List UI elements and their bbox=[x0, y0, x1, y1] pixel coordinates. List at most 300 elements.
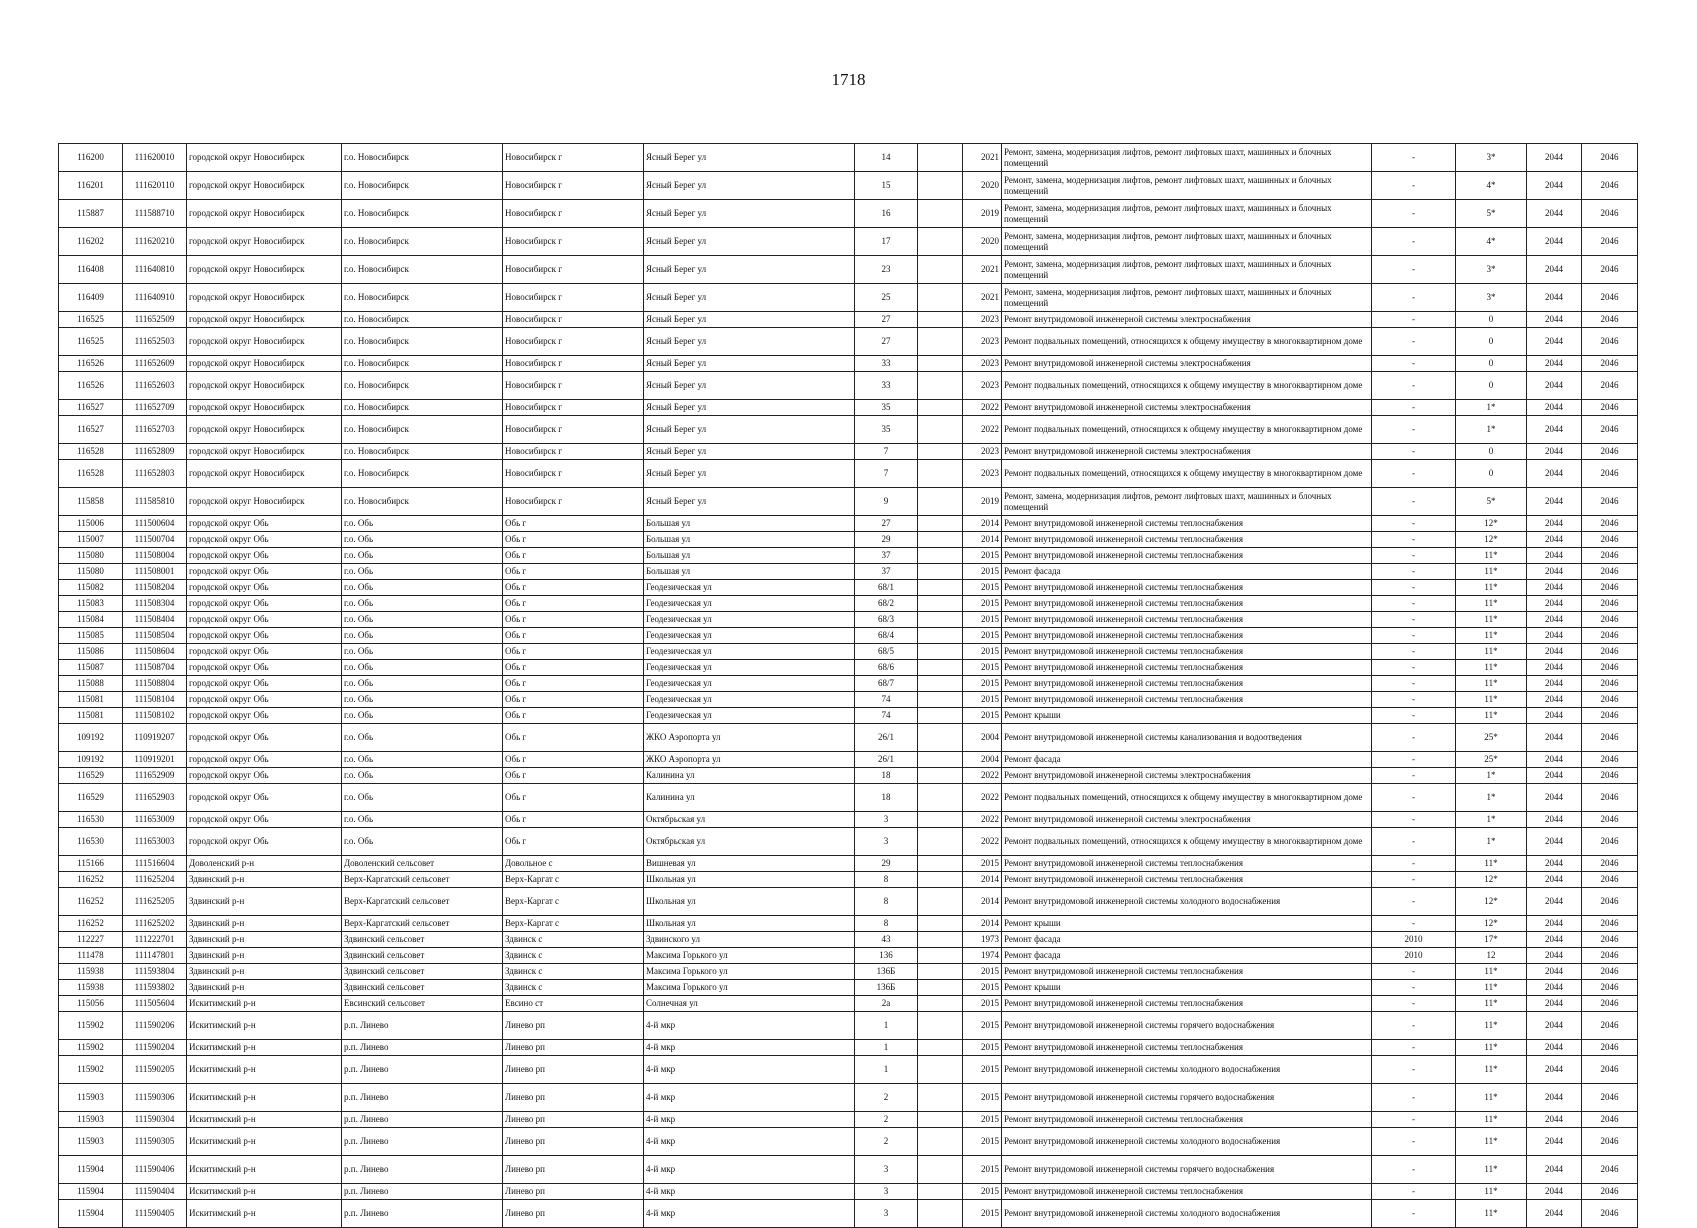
cell-settlement: г.о. Обь bbox=[342, 612, 503, 628]
cell-work-type: Ремонт, замена, модернизация лифтов, ремонт лифтовых шахт, машинных и блочных помещений bbox=[1002, 256, 1372, 284]
cell-house-id: 116528 bbox=[59, 460, 123, 488]
cell-last-repair-year: - bbox=[1372, 1112, 1456, 1128]
cell-blank-col bbox=[918, 1156, 963, 1184]
cell-locality: Линево рп bbox=[503, 1156, 644, 1184]
cell-end-year: 2046 bbox=[1582, 172, 1638, 200]
cell-municipal-district: Здвинский р-н bbox=[187, 916, 342, 932]
cell-wear-value: 11* bbox=[1456, 596, 1527, 612]
cell-start-year: 2044 bbox=[1527, 1112, 1582, 1128]
cell-commission-year: 2023 bbox=[963, 460, 1002, 488]
table-row bbox=[59, 628, 1638, 644]
cell-municipal-district: городской округ Обь bbox=[187, 768, 342, 784]
cell-settlement: г.о. Обь bbox=[342, 548, 503, 564]
cell-end-year: 2046 bbox=[1582, 1056, 1638, 1084]
table-row bbox=[59, 752, 1638, 768]
cell-work-type: Ремонт внутридомовой инженерной системы холодного водоснабжения bbox=[1002, 1200, 1372, 1228]
cell-wear-value: 11* bbox=[1456, 612, 1527, 628]
cell-house-number: 68/2 bbox=[855, 596, 918, 612]
cell-settlement: Верх-Каргатский сельсовет bbox=[342, 872, 503, 888]
cell-house-number: 25 bbox=[855, 284, 918, 312]
cell-blank-col bbox=[918, 400, 963, 416]
cell-blank-col bbox=[918, 416, 963, 444]
cell-locality: Новосибирск г bbox=[503, 172, 644, 200]
cell-house-id: 115903 bbox=[59, 1128, 123, 1156]
cell-blank-col bbox=[918, 708, 963, 724]
cell-end-year: 2046 bbox=[1582, 1012, 1638, 1040]
cell-start-year: 2044 bbox=[1527, 676, 1582, 692]
cell-wear-value: 11* bbox=[1456, 564, 1527, 580]
cell-house-id: 116252 bbox=[59, 888, 123, 916]
cell-wear-value: 3* bbox=[1456, 256, 1527, 284]
cell-start-year: 2044 bbox=[1527, 312, 1582, 328]
cell-record-id: 111620110 bbox=[123, 172, 187, 200]
cell-work-type: Ремонт внутридомовой инженерной системы теплоснабжения bbox=[1002, 856, 1372, 872]
cell-last-repair-year: - bbox=[1372, 916, 1456, 932]
cell-record-id: 111593802 bbox=[123, 980, 187, 996]
cell-commission-year: 2015 bbox=[963, 660, 1002, 676]
cell-house-id: 116525 bbox=[59, 328, 123, 356]
cell-settlement: р.п. Линево bbox=[342, 1200, 503, 1228]
cell-settlement: г.о. Новосибирск bbox=[342, 416, 503, 444]
cell-street: Школьная ул bbox=[644, 888, 855, 916]
cell-work-type: Ремонт внутридомовой инженерной системы теплоснабжения bbox=[1002, 692, 1372, 708]
cell-end-year: 2046 bbox=[1582, 996, 1638, 1012]
cell-locality: Линево рп bbox=[503, 1200, 644, 1228]
cell-work-type: Ремонт внутридомовой инженерной системы электроснабжения bbox=[1002, 444, 1372, 460]
cell-start-year: 2044 bbox=[1527, 980, 1582, 996]
cell-commission-year: 2021 bbox=[963, 284, 1002, 312]
cell-municipal-district: городской округ Обь bbox=[187, 676, 342, 692]
cell-start-year: 2044 bbox=[1527, 228, 1582, 256]
cell-street: 4-й мкр bbox=[644, 1184, 855, 1200]
cell-house-id: 116200 bbox=[59, 144, 123, 172]
cell-house-number: 136 bbox=[855, 948, 918, 964]
cell-blank-col bbox=[918, 1112, 963, 1128]
cell-record-id: 111625202 bbox=[123, 916, 187, 932]
cell-house-number: 3 bbox=[855, 828, 918, 856]
cell-house-number: 68/5 bbox=[855, 644, 918, 660]
cell-wear-value: 11* bbox=[1456, 1012, 1527, 1040]
cell-blank-col bbox=[918, 548, 963, 564]
cell-locality: Здвинск с bbox=[503, 980, 644, 996]
cell-municipal-district: городской округ Обь bbox=[187, 644, 342, 660]
cell-work-type: Ремонт внутридомовой инженерной системы теплоснабжения bbox=[1002, 1184, 1372, 1200]
cell-start-year: 2044 bbox=[1527, 708, 1582, 724]
cell-street: Здвинского ул bbox=[644, 932, 855, 948]
cell-record-id: 111590405 bbox=[123, 1200, 187, 1228]
cell-wear-value: 0 bbox=[1456, 460, 1527, 488]
cell-commission-year: 2015 bbox=[963, 580, 1002, 596]
cell-start-year: 2044 bbox=[1527, 400, 1582, 416]
cell-wear-value: 12* bbox=[1456, 916, 1527, 932]
cell-end-year: 2046 bbox=[1582, 284, 1638, 312]
cell-work-type: Ремонт внутридомовой инженерной системы теплоснабжения bbox=[1002, 532, 1372, 548]
cell-record-id: 111508504 bbox=[123, 628, 187, 644]
cell-locality: Обь г bbox=[503, 564, 644, 580]
cell-wear-value: 11* bbox=[1456, 1084, 1527, 1112]
cell-start-year: 2044 bbox=[1527, 596, 1582, 612]
cell-commission-year: 2022 bbox=[963, 812, 1002, 828]
cell-blank-col bbox=[918, 1200, 963, 1228]
cell-wear-value: 11* bbox=[1456, 964, 1527, 980]
cell-commission-year: 2015 bbox=[963, 964, 1002, 980]
cell-start-year: 2044 bbox=[1527, 172, 1582, 200]
cell-house-id: 116525 bbox=[59, 312, 123, 328]
cell-house-number: 33 bbox=[855, 372, 918, 400]
cell-commission-year: 2015 bbox=[963, 1184, 1002, 1200]
cell-street: Ясный Берег ул bbox=[644, 372, 855, 400]
cell-locality: Новосибирск г bbox=[503, 416, 644, 444]
cell-locality: Верх-Каргат с bbox=[503, 916, 644, 932]
cell-last-repair-year: - bbox=[1372, 200, 1456, 228]
cell-municipal-district: городской округ Новосибирск bbox=[187, 284, 342, 312]
table-row bbox=[59, 548, 1638, 564]
cell-house-id: 112227 bbox=[59, 932, 123, 948]
cell-wear-value: 5* bbox=[1456, 488, 1527, 516]
cell-work-type: Ремонт внутридомовой инженерной системы электроснабжения bbox=[1002, 356, 1372, 372]
table-row bbox=[59, 1112, 1638, 1128]
cell-settlement: г.о. Обь bbox=[342, 580, 503, 596]
cell-work-type: Ремонт внутридомовой инженерной системы теплоснабжения bbox=[1002, 612, 1372, 628]
cell-last-repair-year: - bbox=[1372, 752, 1456, 768]
cell-last-repair-year: - bbox=[1372, 980, 1456, 996]
table-row bbox=[59, 516, 1638, 532]
cell-work-type: Ремонт подвальных помещений, относящихся к общему имуществу в многоквартирном доме bbox=[1002, 416, 1372, 444]
cell-last-repair-year: - bbox=[1372, 964, 1456, 980]
cell-settlement: г.о. Новосибирск bbox=[342, 460, 503, 488]
cell-house-id: 111478 bbox=[59, 948, 123, 964]
cell-commission-year: 2023 bbox=[963, 372, 1002, 400]
cell-last-repair-year: 2010 bbox=[1372, 948, 1456, 964]
cell-house-id: 115902 bbox=[59, 1056, 123, 1084]
cell-settlement: г.о. Обь bbox=[342, 724, 503, 752]
cell-house-id: 115082 bbox=[59, 580, 123, 596]
cell-start-year: 2044 bbox=[1527, 964, 1582, 980]
cell-start-year: 2044 bbox=[1527, 784, 1582, 812]
cell-wear-value: 1* bbox=[1456, 416, 1527, 444]
cell-blank-col bbox=[918, 596, 963, 612]
cell-house-number: 26/1 bbox=[855, 724, 918, 752]
cell-end-year: 2046 bbox=[1582, 676, 1638, 692]
table-row bbox=[59, 488, 1638, 516]
cell-record-id: 111516604 bbox=[123, 856, 187, 872]
cell-house-number: 35 bbox=[855, 400, 918, 416]
table-row bbox=[59, 612, 1638, 628]
cell-record-id: 111508001 bbox=[123, 564, 187, 580]
cell-locality: Новосибирск г bbox=[503, 284, 644, 312]
cell-settlement: Евсинский сельсовет bbox=[342, 996, 503, 1012]
cell-blank-col bbox=[918, 444, 963, 460]
cell-work-type: Ремонт внутридомовой инженерной системы теплоснабжения bbox=[1002, 676, 1372, 692]
cell-record-id: 111590404 bbox=[123, 1184, 187, 1200]
cell-locality: Верх-Каргат с bbox=[503, 888, 644, 916]
cell-municipal-district: городской округ Обь bbox=[187, 692, 342, 708]
cell-start-year: 2044 bbox=[1527, 200, 1582, 228]
cell-record-id: 111508304 bbox=[123, 596, 187, 612]
cell-wear-value: 0 bbox=[1456, 328, 1527, 356]
table-row bbox=[59, 580, 1638, 596]
cell-settlement: р.п. Линево bbox=[342, 1040, 503, 1056]
cell-record-id: 111588710 bbox=[123, 200, 187, 228]
cell-last-repair-year: - bbox=[1372, 228, 1456, 256]
cell-street: Ясный Берег ул bbox=[644, 460, 855, 488]
cell-commission-year: 2015 bbox=[963, 1012, 1002, 1040]
cell-house-number: 68/1 bbox=[855, 580, 918, 596]
cell-locality: Новосибирск г bbox=[503, 200, 644, 228]
cell-commission-year: 2020 bbox=[963, 172, 1002, 200]
cell-street: Геодезическая ул bbox=[644, 628, 855, 644]
cell-record-id: 111652909 bbox=[123, 768, 187, 784]
cell-end-year: 2046 bbox=[1582, 580, 1638, 596]
cell-street: Геодезическая ул bbox=[644, 708, 855, 724]
table-row bbox=[59, 644, 1638, 660]
cell-locality: Новосибирск г bbox=[503, 356, 644, 372]
cell-house-number: 8 bbox=[855, 872, 918, 888]
cell-wear-value: 11* bbox=[1456, 676, 1527, 692]
cell-record-id: 111585810 bbox=[123, 488, 187, 516]
table-row bbox=[59, 1156, 1638, 1184]
cell-wear-value: 0 bbox=[1456, 312, 1527, 328]
cell-last-repair-year: - bbox=[1372, 1084, 1456, 1112]
cell-end-year: 2046 bbox=[1582, 856, 1638, 872]
cell-wear-value: 12* bbox=[1456, 516, 1527, 532]
table-row bbox=[59, 1056, 1638, 1084]
cell-house-number: 68/3 bbox=[855, 612, 918, 628]
cell-end-year: 2046 bbox=[1582, 372, 1638, 400]
cell-municipal-district: Искитимский р-н bbox=[187, 996, 342, 1012]
cell-house-number: 29 bbox=[855, 532, 918, 548]
table-row bbox=[59, 676, 1638, 692]
cell-last-repair-year: - bbox=[1372, 872, 1456, 888]
cell-end-year: 2046 bbox=[1582, 768, 1638, 784]
cell-blank-col bbox=[918, 356, 963, 372]
cell-end-year: 2046 bbox=[1582, 1128, 1638, 1156]
cell-commission-year: 2021 bbox=[963, 256, 1002, 284]
cell-record-id: 111625204 bbox=[123, 872, 187, 888]
cell-last-repair-year: 2010 bbox=[1372, 932, 1456, 948]
cell-end-year: 2046 bbox=[1582, 724, 1638, 752]
cell-house-number: 68/4 bbox=[855, 628, 918, 644]
cell-start-year: 2044 bbox=[1527, 488, 1582, 516]
cell-work-type: Ремонт внутридомовой инженерной системы теплоснабжения bbox=[1002, 596, 1372, 612]
cell-record-id: 111508704 bbox=[123, 660, 187, 676]
cell-house-number: 3 bbox=[855, 1156, 918, 1184]
cell-start-year: 2044 bbox=[1527, 460, 1582, 488]
cell-municipal-district: Искитимский р-н bbox=[187, 1184, 342, 1200]
cell-blank-col bbox=[918, 628, 963, 644]
cell-last-repair-year: - bbox=[1372, 660, 1456, 676]
cell-last-repair-year: - bbox=[1372, 676, 1456, 692]
cell-locality: Обь г bbox=[503, 708, 644, 724]
table-row bbox=[59, 144, 1638, 172]
cell-settlement: Здвинский сельсовет bbox=[342, 932, 503, 948]
cell-work-type: Ремонт внутридомовой инженерной системы холодного водоснабжения bbox=[1002, 1056, 1372, 1084]
cell-last-repair-year: - bbox=[1372, 596, 1456, 612]
cell-locality: Обь г bbox=[503, 812, 644, 828]
cell-work-type: Ремонт внутридомовой инженерной системы холодного водоснабжения bbox=[1002, 888, 1372, 916]
cell-locality: Обь г bbox=[503, 724, 644, 752]
cell-end-year: 2046 bbox=[1582, 1200, 1638, 1228]
cell-record-id: 111653009 bbox=[123, 812, 187, 828]
cell-wear-value: 11* bbox=[1456, 856, 1527, 872]
cell-settlement: г.о. Новосибирск bbox=[342, 284, 503, 312]
table-row bbox=[59, 1184, 1638, 1200]
cell-house-id: 115902 bbox=[59, 1040, 123, 1056]
cell-work-type: Ремонт подвальных помещений, относящихся к общему имуществу в многоквартирном доме bbox=[1002, 828, 1372, 856]
cell-municipal-district: городской округ Обь bbox=[187, 548, 342, 564]
cell-end-year: 2046 bbox=[1582, 888, 1638, 916]
cell-settlement: г.о. Новосибирск bbox=[342, 200, 503, 228]
cell-house-number: 136Б bbox=[855, 964, 918, 980]
cell-street: Большая ул bbox=[644, 564, 855, 580]
cell-end-year: 2046 bbox=[1582, 692, 1638, 708]
cell-record-id: 111652509 bbox=[123, 312, 187, 328]
cell-end-year: 2046 bbox=[1582, 1084, 1638, 1112]
table-row bbox=[59, 948, 1638, 964]
cell-end-year: 2046 bbox=[1582, 488, 1638, 516]
cell-municipal-district: городской округ Обь bbox=[187, 564, 342, 580]
cell-start-year: 2044 bbox=[1527, 812, 1582, 828]
cell-commission-year: 2015 bbox=[963, 856, 1002, 872]
cell-last-repair-year: - bbox=[1372, 828, 1456, 856]
cell-commission-year: 2015 bbox=[963, 1040, 1002, 1056]
cell-house-id: 116252 bbox=[59, 872, 123, 888]
cell-end-year: 2046 bbox=[1582, 144, 1638, 172]
table-row bbox=[59, 1012, 1638, 1040]
table-row bbox=[59, 768, 1638, 784]
cell-locality: Верх-Каргат с bbox=[503, 872, 644, 888]
cell-start-year: 2044 bbox=[1527, 144, 1582, 172]
cell-street: Максима Горького ул bbox=[644, 948, 855, 964]
cell-end-year: 2046 bbox=[1582, 980, 1638, 996]
cell-locality: Линево рп bbox=[503, 1012, 644, 1040]
cell-commission-year: 2004 bbox=[963, 752, 1002, 768]
cell-commission-year: 2015 bbox=[963, 996, 1002, 1012]
cell-house-id: 115904 bbox=[59, 1200, 123, 1228]
cell-street: 4-й мкр bbox=[644, 1200, 855, 1228]
cell-house-id: 115858 bbox=[59, 488, 123, 516]
cell-house-number: 1 bbox=[855, 1012, 918, 1040]
table-row bbox=[59, 228, 1638, 256]
cell-start-year: 2044 bbox=[1527, 372, 1582, 400]
cell-start-year: 2044 bbox=[1527, 1128, 1582, 1156]
table-row bbox=[59, 996, 1638, 1012]
cell-house-number: 3 bbox=[855, 812, 918, 828]
cell-street: Большая ул bbox=[644, 548, 855, 564]
cell-house-id: 115084 bbox=[59, 612, 123, 628]
cell-work-type: Ремонт внутридомовой инженерной системы электроснабжения bbox=[1002, 400, 1372, 416]
cell-locality: Обь г bbox=[503, 516, 644, 532]
cell-street: ЖКО Аэропорта ул bbox=[644, 752, 855, 768]
cell-settlement: р.п. Линево bbox=[342, 1084, 503, 1112]
cell-start-year: 2044 bbox=[1527, 644, 1582, 660]
cell-house-id: 115938 bbox=[59, 964, 123, 980]
cell-commission-year: 2020 bbox=[963, 228, 1002, 256]
cell-street: 4-й мкр bbox=[644, 1040, 855, 1056]
cell-settlement: г.о. Обь bbox=[342, 768, 503, 784]
cell-wear-value: 12* bbox=[1456, 888, 1527, 916]
cell-municipal-district: городской округ Новосибирск bbox=[187, 200, 342, 228]
cell-settlement: г.о. Новосибирск bbox=[342, 444, 503, 460]
cell-blank-col bbox=[918, 660, 963, 676]
cell-house-number: 2 bbox=[855, 1112, 918, 1128]
cell-commission-year: 2022 bbox=[963, 400, 1002, 416]
cell-start-year: 2044 bbox=[1527, 888, 1582, 916]
cell-wear-value: 5* bbox=[1456, 200, 1527, 228]
cell-wear-value: 11* bbox=[1456, 708, 1527, 724]
cell-start-year: 2044 bbox=[1527, 548, 1582, 564]
cell-work-type: Ремонт фасада bbox=[1002, 752, 1372, 768]
table-row bbox=[59, 256, 1638, 284]
cell-work-type: Ремонт внутридомовой инженерной системы электроснабжения bbox=[1002, 768, 1372, 784]
table-row bbox=[59, 460, 1638, 488]
cell-settlement: г.о. Обь bbox=[342, 784, 503, 812]
cell-work-type: Ремонт внутридомовой инженерной системы теплоснабжения bbox=[1002, 516, 1372, 532]
cell-commission-year: 2015 bbox=[963, 1200, 1002, 1228]
cell-settlement: р.п. Линево bbox=[342, 1012, 503, 1040]
cell-blank-col bbox=[918, 200, 963, 228]
cell-last-repair-year: - bbox=[1372, 1128, 1456, 1156]
cell-last-repair-year: - bbox=[1372, 1012, 1456, 1040]
cell-wear-value: 1* bbox=[1456, 828, 1527, 856]
cell-locality: Обь г bbox=[503, 692, 644, 708]
cell-last-repair-year: - bbox=[1372, 144, 1456, 172]
cell-wear-value: 11* bbox=[1456, 548, 1527, 564]
cell-settlement: г.о. Обь bbox=[342, 676, 503, 692]
cell-start-year: 2044 bbox=[1527, 948, 1582, 964]
cell-wear-value: 11* bbox=[1456, 644, 1527, 660]
cell-settlement: г.о. Обь bbox=[342, 628, 503, 644]
cell-settlement: р.п. Линево bbox=[342, 1112, 503, 1128]
cell-blank-col bbox=[918, 828, 963, 856]
cell-work-type: Ремонт фасада bbox=[1002, 564, 1372, 580]
page-number: 1718 bbox=[831, 70, 866, 89]
cell-last-repair-year: - bbox=[1372, 784, 1456, 812]
cell-commission-year: 2022 bbox=[963, 768, 1002, 784]
cell-municipal-district: городской округ Обь bbox=[187, 596, 342, 612]
cell-end-year: 2046 bbox=[1582, 564, 1638, 580]
cell-locality: Линево рп bbox=[503, 1184, 644, 1200]
cell-house-number: 7 bbox=[855, 444, 918, 460]
table-row bbox=[59, 660, 1638, 676]
cell-commission-year: 2015 bbox=[963, 708, 1002, 724]
cell-street: Ясный Берег ул bbox=[644, 144, 855, 172]
cell-blank-col bbox=[918, 172, 963, 200]
cell-blank-col bbox=[918, 980, 963, 996]
cell-commission-year: 2015 bbox=[963, 1112, 1002, 1128]
table-row bbox=[59, 400, 1638, 416]
cell-start-year: 2044 bbox=[1527, 564, 1582, 580]
cell-work-type: Ремонт, замена, модернизация лифтов, ремонт лифтовых шахт, машинных и блочных помещений bbox=[1002, 228, 1372, 256]
cell-house-number: 37 bbox=[855, 564, 918, 580]
cell-record-id: 111508204 bbox=[123, 580, 187, 596]
cell-start-year: 2044 bbox=[1527, 692, 1582, 708]
cell-municipal-district: городской округ Обь bbox=[187, 612, 342, 628]
cell-commission-year: 2019 bbox=[963, 488, 1002, 516]
cell-municipal-district: городской округ Новосибирск bbox=[187, 312, 342, 328]
cell-work-type: Ремонт крыши bbox=[1002, 980, 1372, 996]
cell-last-repair-year: - bbox=[1372, 564, 1456, 580]
cell-record-id: 111620010 bbox=[123, 144, 187, 172]
cell-street: Максима Горького ул bbox=[644, 980, 855, 996]
cell-street: 4-й мкр bbox=[644, 1128, 855, 1156]
cell-blank-col bbox=[918, 612, 963, 628]
table-row bbox=[59, 828, 1638, 856]
cell-locality: Новосибирск г bbox=[503, 312, 644, 328]
cell-start-year: 2044 bbox=[1527, 256, 1582, 284]
cell-last-repair-year: - bbox=[1372, 1184, 1456, 1200]
cell-start-year: 2044 bbox=[1527, 856, 1582, 872]
